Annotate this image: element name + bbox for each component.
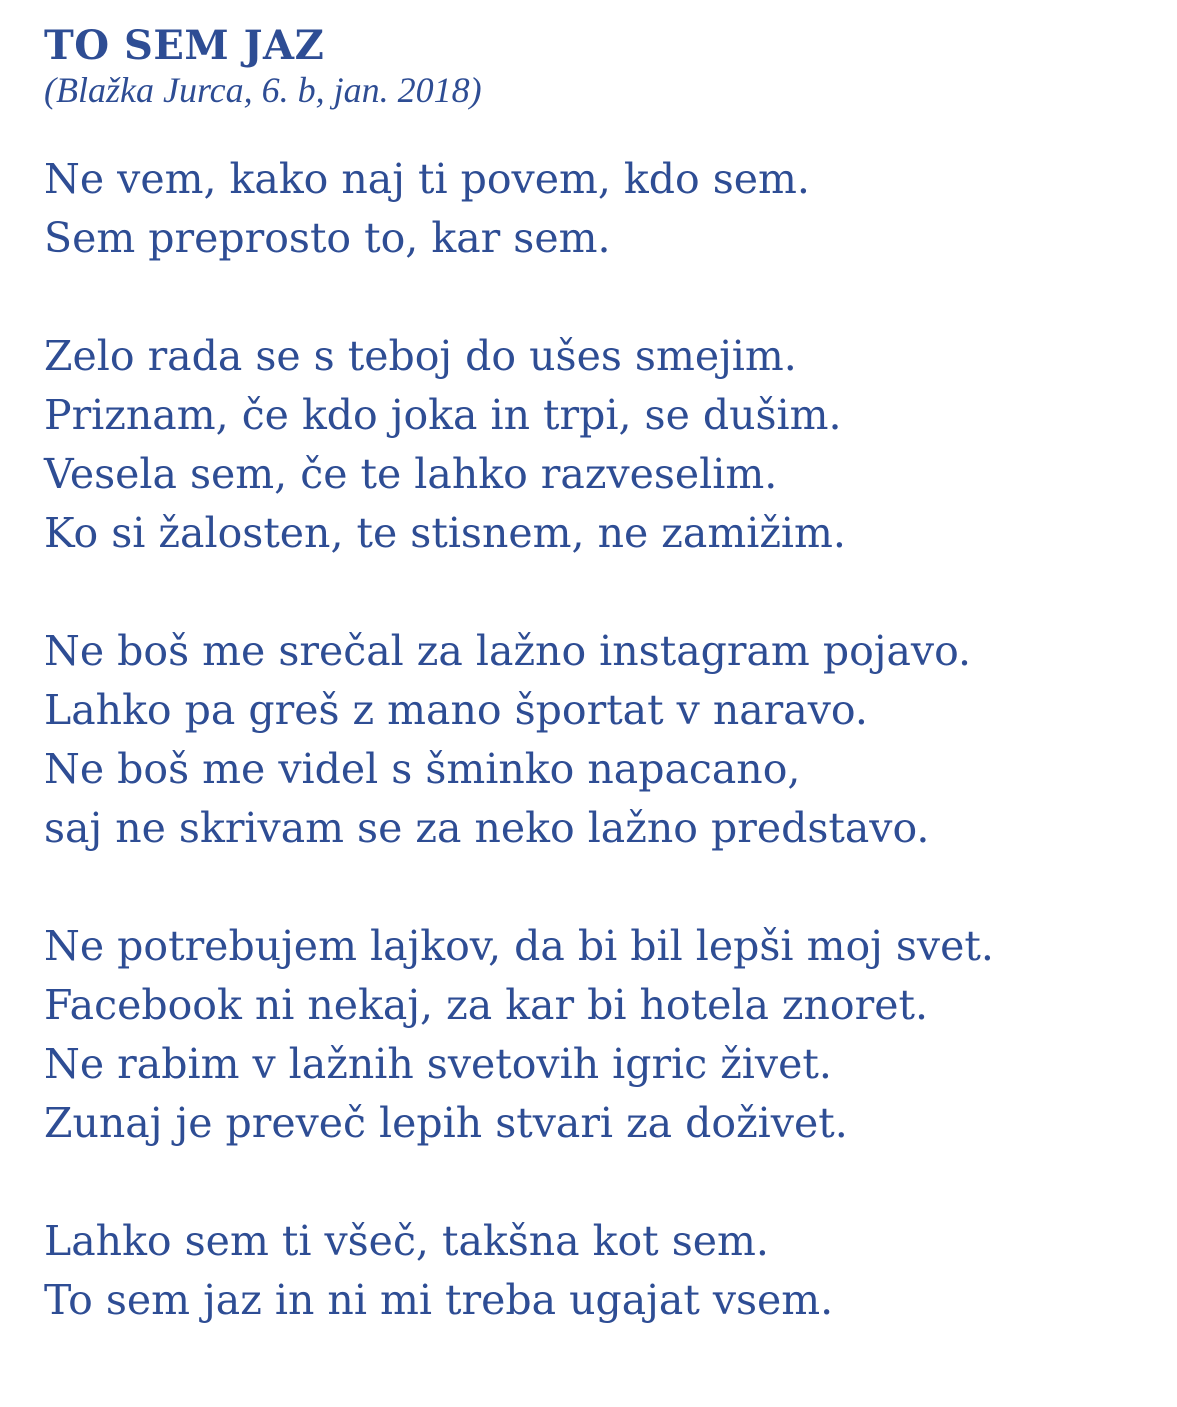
poem-body	[44, 150, 994, 1330]
poem-line: Ne potrebujem lajkov, da bi bil lepši moj svet.	[44, 922, 994, 970]
poem-line: Ne boš me videl s šminko napacano,	[44, 745, 801, 793]
poem-line: Sem preprosto to, kar sem.	[44, 214, 611, 262]
poem-line: Priznam, če kdo joka in trpi, se dušim.	[44, 391, 842, 439]
poem-byline: (Blažka Jurca, 6. b, jan. 2018)	[44, 70, 482, 110]
poem	[44, 22, 994, 1389]
poem-line: Ne vem, kako naj ti povem, kdo sem.	[44, 155, 810, 203]
poem-line: Lahko pa greš z mano športat v naravo.	[44, 686, 868, 734]
poem-line: Ko si žalosten, te stisnem, ne zamižim.	[44, 509, 846, 557]
poem-line: saj ne skrivam se za neko lažno predstavo.	[44, 804, 930, 852]
poem-line: Zelo rada se s teboj do ušes smejim.	[44, 332, 797, 380]
stanza-2	[44, 327, 994, 563]
poem-line: Vesela sem, če te lahko razveselim.	[44, 450, 778, 498]
poem-line: Ne boš me srečal za lažno instagram pojavo.	[44, 627, 972, 675]
stanza-5	[44, 1212, 994, 1330]
stanza-1	[44, 150, 994, 268]
poem-line: Zunaj je preveč lepih stvari za doživet.	[44, 1099, 848, 1147]
stanza-3	[44, 622, 994, 858]
poem-line: Ne rabim v lažnih svetovih igric živet.	[44, 1040, 832, 1088]
poem-title: TO SEM JAZ	[44, 22, 325, 69]
stanza-4	[44, 917, 994, 1153]
poem-line: Facebook ni nekaj, za kar bi hotela znoret.	[44, 981, 928, 1029]
poem-line: To sem jaz in ni mi treba ugajat vsem.	[44, 1276, 834, 1324]
poem-line: Lahko sem ti všeč, takšna kot sem.	[44, 1217, 769, 1265]
